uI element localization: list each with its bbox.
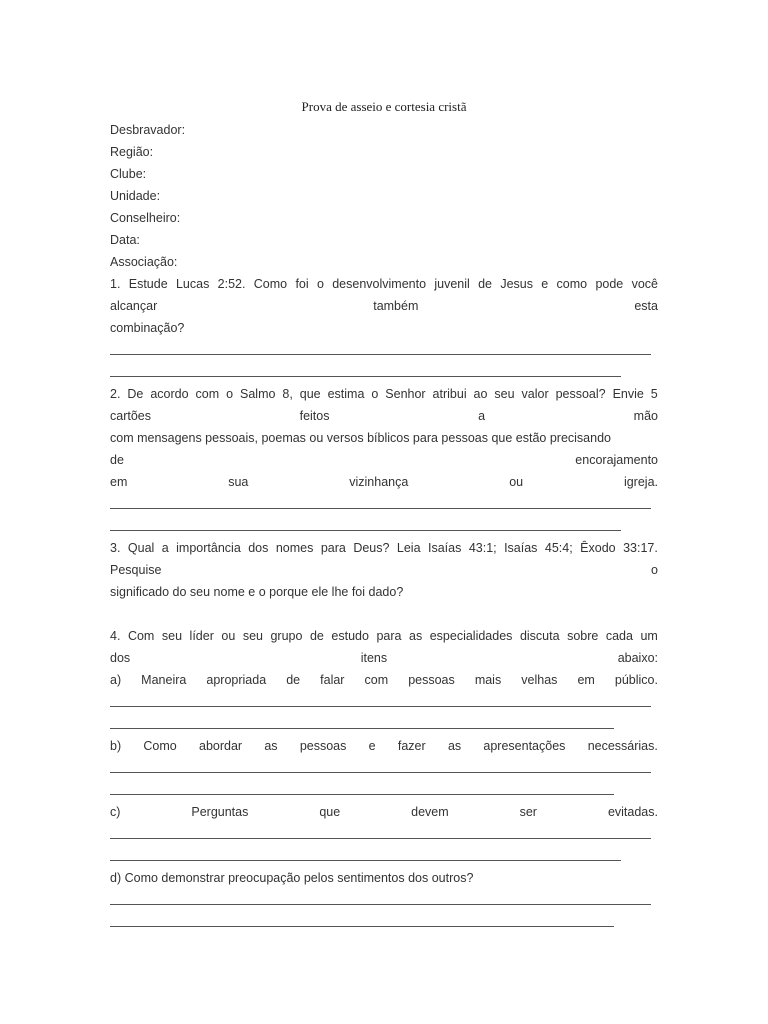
word: discuta (519, 629, 560, 643)
word: Leia (396, 541, 421, 555)
word: líder (189, 629, 214, 643)
word: Senhor (385, 387, 426, 401)
field-clube: Clube: (110, 167, 147, 181)
word: seu (161, 629, 183, 643)
word: seu (242, 629, 263, 643)
word: as (447, 739, 462, 753)
word: 8, (282, 387, 293, 401)
q2-line-1 (110, 383, 658, 405)
word: Jesus (500, 277, 533, 291)
word: Como (253, 277, 288, 291)
answer-line[interactable] (110, 493, 658, 515)
header-fields (110, 119, 658, 273)
word: um (640, 629, 658, 643)
q4-item-b (110, 735, 658, 757)
question-4 (110, 625, 658, 933)
word: o (651, 563, 658, 577)
word: ou (221, 629, 236, 643)
word: estudo (331, 629, 369, 643)
word: sua (228, 475, 249, 489)
word: pessoal? (555, 387, 606, 401)
word: importância (176, 541, 241, 555)
answer-line[interactable] (110, 823, 658, 845)
word: necessárias. (587, 739, 658, 753)
answer-line[interactable] (110, 691, 658, 713)
word: dos (110, 651, 131, 665)
word: 45:4; (544, 541, 573, 555)
word: 3. (110, 541, 121, 555)
question-3 (110, 537, 658, 625)
word: Estude (128, 277, 168, 291)
answer-line[interactable] (110, 779, 658, 801)
word: Deus? (353, 541, 390, 555)
word: a (161, 541, 169, 555)
word: vizinhança (349, 475, 409, 489)
word: público. (614, 673, 658, 687)
word: 4. (110, 629, 121, 643)
word: de (309, 629, 324, 643)
word: Pesquise (110, 563, 162, 577)
word: sobre (567, 629, 599, 643)
word: Qual (127, 541, 155, 555)
word: evitadas. (607, 805, 658, 819)
word: Maneira (141, 673, 187, 687)
word: estima (327, 387, 365, 401)
q3-line-3: significado do seu nome e o porque ele lhe foi dado? (110, 585, 404, 599)
field-associacao: Associação: (110, 255, 178, 269)
answer-line[interactable] (110, 911, 658, 933)
word: itens (360, 651, 388, 665)
q4-item-a (110, 669, 658, 691)
word: atribui (432, 387, 467, 401)
word: mão (633, 409, 658, 423)
word: fazer (397, 739, 426, 753)
word: Com (127, 629, 155, 643)
word: pessoas (299, 739, 347, 753)
word: 2:52. (217, 277, 246, 291)
word: mais (474, 673, 502, 687)
document-page (110, 96, 658, 933)
word: com (195, 387, 220, 401)
word: acordo (150, 387, 189, 401)
answer-line[interactable] (110, 757, 658, 779)
answer-line[interactable] (110, 845, 658, 867)
q4-l1-text (110, 625, 658, 647)
word: pode (595, 277, 624, 291)
field-data: Data: (110, 233, 140, 247)
q3-l1-text (110, 537, 658, 559)
q4-line-1 (110, 625, 658, 647)
word: valor (521, 387, 549, 401)
word: para (376, 629, 402, 643)
q4-item-c (110, 801, 658, 823)
field-unidade: Unidade: (110, 189, 161, 203)
word: que (319, 805, 341, 819)
word: cada (605, 629, 633, 643)
q1-line-3: combinação? (110, 321, 185, 335)
spacer (110, 603, 658, 625)
word: em (577, 673, 595, 687)
word: feitos (299, 409, 330, 423)
q2-line-4 (110, 449, 658, 471)
word: as (264, 739, 278, 753)
field-regiao: Região: (110, 145, 154, 159)
q2-l1-text (110, 383, 658, 405)
q1-line-2 (110, 295, 658, 317)
word: juvenil (434, 277, 470, 291)
word: você (631, 277, 658, 291)
word: ser (519, 805, 537, 819)
q2-line-2 (110, 405, 658, 427)
word: e (368, 739, 376, 753)
word: Isaías (504, 541, 538, 555)
word: 1. (110, 277, 121, 291)
question-1 (110, 273, 658, 383)
word: de (478, 277, 492, 291)
q4-line-2 (110, 647, 658, 669)
word: De (127, 387, 144, 401)
answer-line[interactable] (110, 515, 658, 537)
word: para (320, 541, 346, 555)
word: Envie (612, 387, 644, 401)
word: Isaías (428, 541, 462, 555)
word: e (541, 277, 549, 291)
q4-item-d: d) Como demonstrar preocupação pelos sentimentos dos outros? (110, 871, 474, 885)
word: Êxodo (580, 541, 616, 555)
word: apropriada (206, 673, 267, 687)
word: abaixo: (617, 651, 658, 665)
word: também (373, 299, 419, 313)
q1-l1-text (110, 273, 658, 295)
word: b) (110, 739, 122, 753)
word: encorajamento (575, 453, 658, 467)
word: Perguntas (191, 805, 249, 819)
answer-line[interactable] (110, 889, 658, 911)
word: de (286, 673, 301, 687)
answer-line[interactable] (110, 339, 658, 361)
word: Lucas (175, 277, 210, 291)
field-desbravador: Desbravador: (110, 123, 186, 137)
word: o (316, 277, 324, 291)
word: o (226, 387, 234, 401)
q3-line-1 (110, 537, 658, 559)
word: como (556, 277, 588, 291)
word: falar (320, 673, 345, 687)
word: desenvolvimento (332, 277, 427, 291)
word: 2. (110, 387, 121, 401)
question-2 (110, 383, 658, 537)
word: com (364, 673, 389, 687)
word: em (110, 475, 128, 489)
word: esta (634, 299, 658, 313)
word: igreja. (623, 475, 658, 489)
q3-line-2 (110, 559, 658, 581)
word: Salmo (240, 387, 276, 401)
word: nomes (275, 541, 314, 555)
word: ou (509, 475, 524, 489)
answer-line[interactable] (110, 361, 658, 383)
word: grupo (270, 629, 303, 643)
word: cartões (110, 409, 151, 423)
word: ao (473, 387, 488, 401)
word: foi (295, 277, 309, 291)
word: 43:1; (468, 541, 497, 555)
word: o (371, 387, 379, 401)
word: apresentações (483, 739, 566, 753)
word: alcançar (110, 299, 158, 313)
word: pessoas (408, 673, 455, 687)
q1-line-1 (110, 273, 658, 295)
word: 5 (650, 387, 658, 401)
q2-line-3: com mensagens pessoais, poemas ou versos bíblicos para pessoas que estão precisando (110, 431, 611, 445)
word: especialidades (429, 629, 513, 643)
word: que (299, 387, 321, 401)
q2-line-5 (110, 471, 658, 493)
word: devem (411, 805, 449, 819)
word: 33:17. (623, 541, 658, 555)
word: c) (110, 805, 121, 819)
word: as (409, 629, 423, 643)
answer-line[interactable] (110, 713, 658, 735)
word: a) (110, 673, 122, 687)
word: seu (494, 387, 515, 401)
word: a (478, 409, 486, 423)
word: de (110, 453, 124, 467)
field-conselheiro: Conselheiro: (110, 211, 181, 225)
word: dos (248, 541, 269, 555)
document-title: Prova de asseio e cortesia cristã (301, 99, 467, 114)
word: abordar (199, 739, 243, 753)
word: velhas (521, 673, 558, 687)
word: Como (143, 739, 177, 753)
